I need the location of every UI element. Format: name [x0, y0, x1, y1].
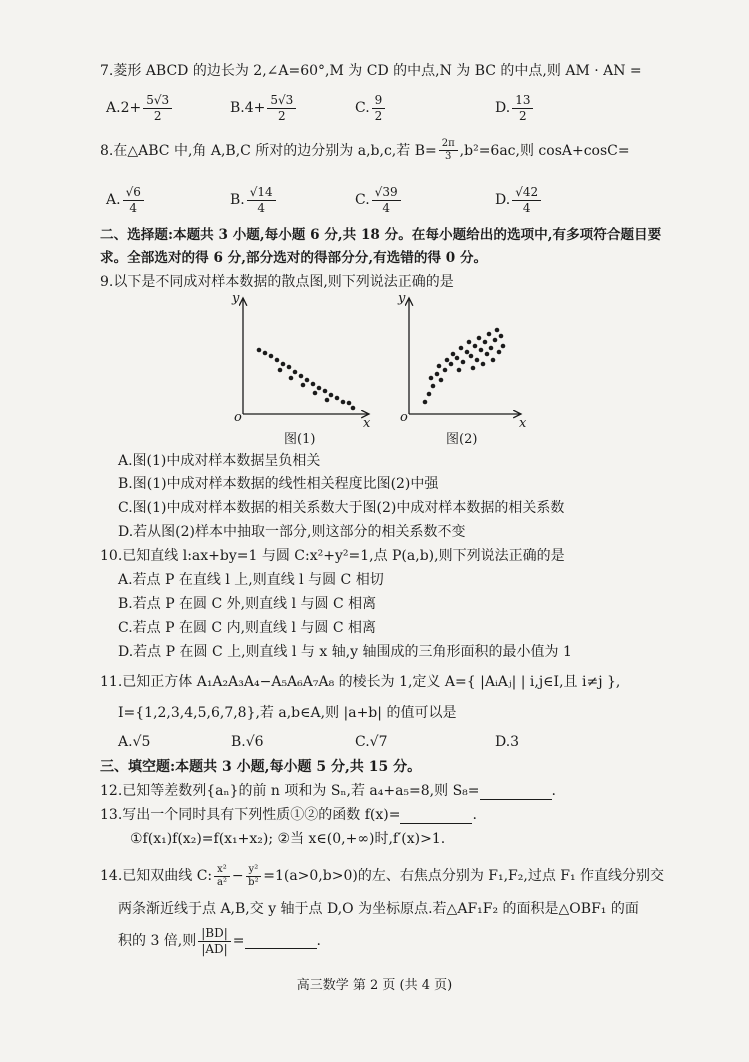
- scatter-point: [471, 366, 476, 371]
- scatter-point: [497, 350, 502, 355]
- q7-stem: 7.菱形 ABCD 的边长为 2,∠A=60°,M 为 CD 的中点,N 为 BC 的中点,则 AM · AN =: [100, 63, 642, 79]
- scatter-point: [449, 362, 454, 367]
- scatter-point: [305, 378, 310, 383]
- scatter-point: [429, 376, 434, 381]
- fig2-y-label: y: [398, 291, 406, 306]
- scatter-point: [477, 336, 482, 341]
- scatter-point: [445, 358, 450, 363]
- scatter-point: [431, 384, 436, 389]
- q12-answer-blank[interactable]: [480, 785, 552, 800]
- scatter-point: [301, 383, 306, 388]
- scatter-point: [278, 368, 283, 373]
- fig1-caption: 图(1): [284, 432, 316, 447]
- q10-option-d[interactable]: D.若点 P 在圆 C 上,则直线 l 与 x 轴,y 轴围成的三角形面积的最小值为 1: [118, 644, 572, 660]
- scatter-point: [491, 358, 496, 363]
- figure-2: [409, 298, 521, 414]
- q14-line3: 积的 3 倍,则 $\frac{|BD|}{|AD|}$ = .: [118, 925, 321, 956]
- scatter-point: [323, 389, 328, 394]
- scatter-point: [427, 392, 432, 397]
- scatter-point: [479, 348, 484, 353]
- q9-option-b[interactable]: B.图(1)中成对样本数据的线性相关程度比图(2)中强: [118, 476, 439, 492]
- section3-title: 三、填空题:本题共 3 小题,每小题 5 分,共 15 分。: [100, 759, 422, 775]
- scatter-point: [311, 382, 316, 387]
- q11-option-d[interactable]: D.3: [495, 734, 520, 750]
- fig2-points: [423, 328, 506, 405]
- scatter-point: [335, 396, 340, 401]
- q14-stem-line: 14.已知双曲线 C: $\frac{\text{x²}}{\text{a²}}$ − $\frac{\text{y²}}{\text{b²}}$ =1(a>0,b>0)的左、右焦点分别为 F₁,F₂,过点 F₁ 作直线分别交: [100, 863, 665, 888]
- fraction: $\frac{2\pi}{3}$: [439, 138, 458, 163]
- q10-stem: 10.已知直线 l:ax+by=1 与圆 C:x²+y²=1,点 P(a,b),则下列说法正确的是: [100, 548, 565, 564]
- q13-properties: ①f(x₁)f(x₂)=f(x₁+x₂); ②当 x∈(0,+∞)时,f′(x)>1.: [130, 831, 446, 847]
- scatter-point: [495, 328, 500, 333]
- q12-stem-line: 12.已知等差数列{aₙ}的前 n 项和为 Sₙ,若 a₄+a₅=8,则 S₈= .: [100, 783, 556, 799]
- scatter-point: [499, 334, 504, 339]
- scatter-point: [423, 400, 428, 405]
- q10-option-c[interactable]: C.若点 P 在圆 C 内,则直线 l 与圆 C 相离: [118, 620, 377, 636]
- scatter-point: [489, 346, 494, 351]
- scatter-figures: [225, 290, 545, 430]
- fraction: $\frac{\text{y²}}{\text{b²}}$: [246, 864, 262, 889]
- fraction: $\frac{√6}{4}$: [123, 185, 144, 216]
- scatter-point: [341, 400, 346, 405]
- fig1-x-label: x: [363, 416, 371, 431]
- scatter-point: [457, 368, 462, 373]
- q7-choice-d[interactable]: D. $\frac{13}{2}$: [495, 88, 535, 128]
- scatter-point: [325, 398, 330, 403]
- q11-option-c[interactable]: C.√7: [355, 734, 388, 750]
- q7-choice-a[interactable]: A. 2+ $\frac{5√3}{2}$: [106, 88, 174, 128]
- scatter-point: [485, 352, 490, 357]
- scatter-point: [269, 354, 274, 359]
- fig1-points: [257, 348, 356, 411]
- scatter-point: [299, 374, 304, 379]
- scatter-point: [293, 370, 298, 375]
- fig2-x-label: x: [519, 416, 527, 431]
- scatter-point: [465, 350, 470, 355]
- q8-stem: 8.在△ABC 中,角 A,B,C 所对的边分别为 a,b,c,若 B= $\frac{2\pi}{3}$ ,b²=6ac,则 cosA+cosC=: [100, 138, 630, 162]
- scatter-point: [451, 352, 456, 357]
- scatter-point: [475, 358, 480, 363]
- q9-option-a[interactable]: A.图(1)中成对样本数据呈负相关: [118, 453, 321, 469]
- scatter-point: [435, 372, 440, 377]
- section2-line1: 二、选择题:本题共 3 小题,每小题 6 分,共 18 分。在每小题给出的选项中,有多项符合题目要: [100, 227, 662, 243]
- page-footer: 高三数学 第 2 页 (共 4 页): [296, 978, 453, 993]
- fraction: $\frac{√39}{4}$: [372, 185, 401, 216]
- q8-choice-d[interactable]: D. $\frac{√42}{4}$: [495, 180, 543, 220]
- scatter-point: [439, 378, 444, 383]
- q8-choice-b[interactable]: B. $\frac{√14}{4}$: [230, 180, 278, 220]
- q11-stem: 11.已知正方体 A₁A₂A₃A₄−A₅A₆A₇A₈ 的棱长为 1,定义 A={ |AᵢAⱼ| | i,j∈I,且 i≠j },: [100, 674, 621, 690]
- scatter-point: [437, 364, 442, 369]
- scatter-point: [459, 346, 464, 351]
- scatter-point: [317, 386, 322, 391]
- scatter-point: [481, 362, 486, 367]
- scatter-point: [469, 354, 474, 359]
- fraction: $\frac{\text{x²}}{\text{a²}}$: [214, 864, 230, 889]
- scatter-point: [329, 393, 334, 398]
- q9-option-c[interactable]: C.图(1)中成对样本数据的相关系数大于图(2)中成对样本数据的相关系数: [118, 500, 565, 516]
- scatter-point: [455, 356, 460, 361]
- fig1-origin-label: o: [234, 410, 242, 425]
- scatter-point: [289, 376, 294, 381]
- q10-option-a[interactable]: A.若点 P 在直线 l 上,则直线 l 与圆 C 相切: [118, 572, 384, 588]
- fig1-y-label: y: [232, 291, 240, 306]
- fraction: $\frac{13}{2}$: [512, 93, 533, 124]
- fraction: $\frac{√42}{4}$: [512, 185, 541, 216]
- fraction: $\frac{√14}{4}$: [247, 185, 276, 216]
- q9-stem: 9.以下是不同成对样本数据的散点图,则下列说法正确的是: [100, 274, 454, 290]
- q8-choice-a[interactable]: A. $\frac{√6}{4}$: [106, 180, 146, 220]
- q7-choice-c[interactable]: C. $\frac{9}{2}$: [355, 88, 387, 128]
- q13-stem-line: 13.写出一个同时具有下列性质①②的函数 f(x)= .: [100, 807, 477, 823]
- q8-choice-c[interactable]: C. $\frac{√39}{4}$: [355, 180, 403, 220]
- scatter-point: [287, 365, 292, 370]
- fig2-caption: 图(2): [446, 432, 478, 447]
- scatter-point: [281, 362, 286, 367]
- fraction: $\frac{5√3}{2}$: [267, 93, 296, 124]
- section2-line2: 求。全部选对的得 6 分,部分选对的得部分分,有选错的得 0 分。: [100, 250, 488, 266]
- q7-choices: [106, 88, 729, 128]
- scatter-point: [351, 406, 356, 411]
- q14-line2: 两条渐近线于点 A,B,交 y 轴于点 D,O 为坐标原点.若△AF₁F₂ 的面积是△OBF₁ 的面: [118, 901, 639, 917]
- figure-1: [243, 298, 369, 414]
- scatter-point: [493, 338, 498, 343]
- scatter-point: [257, 348, 262, 353]
- q10-option-b[interactable]: B.若点 P 在圆 C 外,则直线 l 与圆 C 相离: [118, 596, 377, 612]
- fraction: $\frac{9}{2}$: [372, 93, 386, 124]
- q8-choices: [106, 180, 729, 220]
- scatter-point: [473, 344, 478, 349]
- fraction: $\frac{5√3}{2}$: [143, 93, 172, 124]
- scatter-point: [275, 358, 280, 363]
- scatter-point: [263, 351, 268, 356]
- q11-option-b[interactable]: B.√6: [231, 734, 264, 750]
- q7-choice-b[interactable]: B. 4+ $\frac{5√3}{2}$: [230, 88, 298, 128]
- scatter-point: [461, 360, 466, 365]
- q11-option-a[interactable]: A.√5: [118, 734, 151, 750]
- q9-option-d[interactable]: D.若从图(2)样本中抽取一部分,则这部分的相关系数不变: [118, 524, 466, 540]
- scatter-point: [487, 332, 492, 337]
- scatter-point: [347, 401, 352, 406]
- q11-line2: I={1,2,3,4,5,6,7,8},若 a,b∈A,则 |a+b| 的值可以是: [118, 705, 457, 721]
- scatter-point: [483, 340, 488, 345]
- scatter-point: [467, 340, 472, 345]
- q14-answer-blank[interactable]: [245, 934, 317, 949]
- scatter-point: [313, 391, 318, 396]
- scatter-point: [443, 368, 448, 373]
- fig2-origin-label: o: [400, 410, 408, 425]
- scatter-point: [501, 344, 506, 349]
- q13-answer-blank[interactable]: [400, 809, 472, 824]
- fraction: $\frac{|BD|}{|AD|}$: [198, 926, 231, 957]
